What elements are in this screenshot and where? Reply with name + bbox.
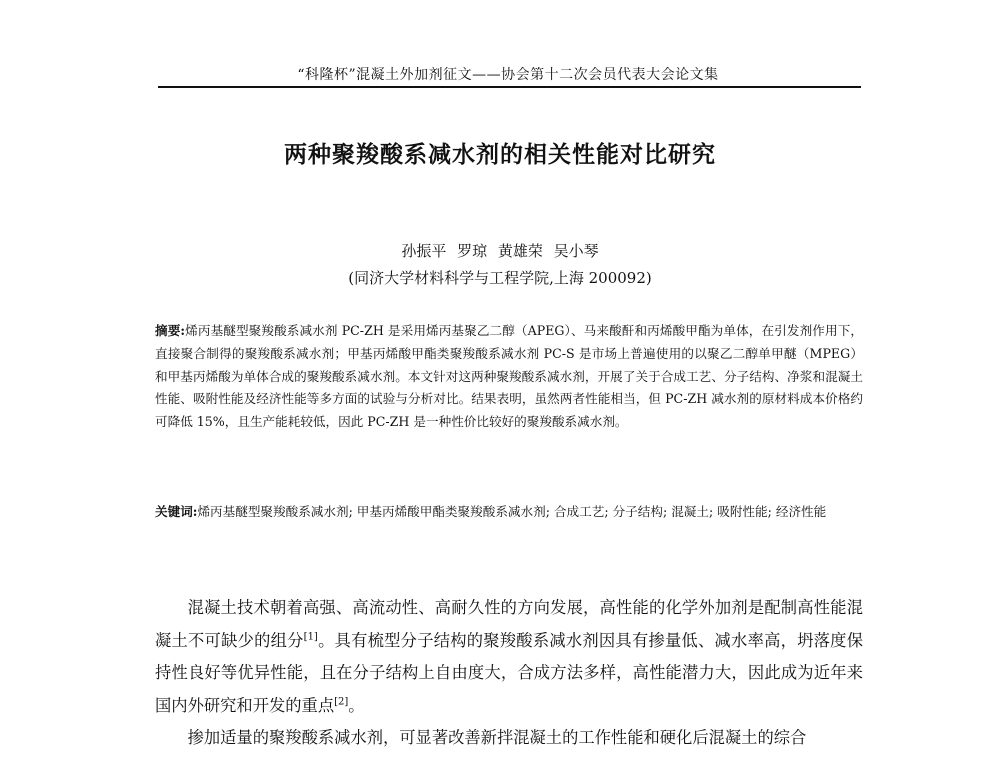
body-p1-part1: 混凝土技术朝着高强、高流动性、高耐久性的方向发展，高性能的化学外加剂是配制高性能混凝土不可缺少的组分 (155, 598, 863, 650)
header-rule (158, 86, 861, 88)
paper-title: 两种聚羧酸系减水剂的相关性能对比研究 (284, 142, 716, 168)
citation-ref[interactable]: [1] (303, 631, 318, 643)
body-paragraph (155, 592, 863, 722)
body-p1-part3: 。 (348, 695, 365, 715)
keywords-block (155, 500, 863, 524)
keywords-text: 烯丙基醚型聚羧酸系减水剂; 甲基丙烯酸甲酯类聚羧酸系减水剂; 合成工艺; 分子结构; 混凝土; 吸附性能; 经济性能 (197, 504, 827, 519)
body-paragraph: 掺加适量的聚羧酸系减水剂，可显著改善新拌混凝土的工作性能和硬化后混凝土的综合 (187, 728, 807, 747)
body-text (155, 592, 863, 755)
citation-ref[interactable]: [2] (334, 696, 349, 708)
abstract-block (155, 320, 863, 434)
abstract-label: 摘要: (155, 323, 186, 338)
abstract-text: 烯丙基醚型聚羧酸系减水剂 PC-ZH 是采用烯丙基聚乙二醇（APEG）、马来酸酐和丙烯酸甲酯为单体，在引发剂作用下，直接聚合制得的聚羧酸系减水剂；甲基丙烯酸甲酯类聚羧酸系减水剂 PC-S 是市场上普遍使用的以聚乙二醇单甲醚（MPEG）和甲基丙烯酸为单体合成的聚羧酸系减水剂。本文针对这两种聚羧酸系减水剂，开展了关于合成工艺、分子结构、净浆和混凝土性能、吸附性能及经济性能等多方面的试验与分析对比。结果表明，虽然两者性能相当，但 PC-ZH 减水剂的原材料成本价格约可降低 15%，且生产能耗较低，因此 PC-ZH 是一种性价比较好的聚羧酸系减水剂。 (155, 323, 863, 430)
keywords-label: 关键词: (155, 504, 198, 519)
paper-affiliation: (同济大学材料科学与工程学院,上海 200092) (348, 269, 652, 287)
paper-authors: 孙振平 罗琼 黄雄荣 吴小琴 (401, 242, 599, 260)
running-header: “科隆杯”混凝土外加剂征文——协会第十二次会员代表大会论文集 (297, 67, 719, 83)
body-p1-part2: 。具有梳型分子结构的聚羧酸系减水剂因具有掺量低、减水率高，坍落度保持性良好等优异性能，且在分子结构上自由度大，合成方法多样，高性能潜力大，因此成为近年来国内外研究和开发的重点 (155, 630, 863, 715)
